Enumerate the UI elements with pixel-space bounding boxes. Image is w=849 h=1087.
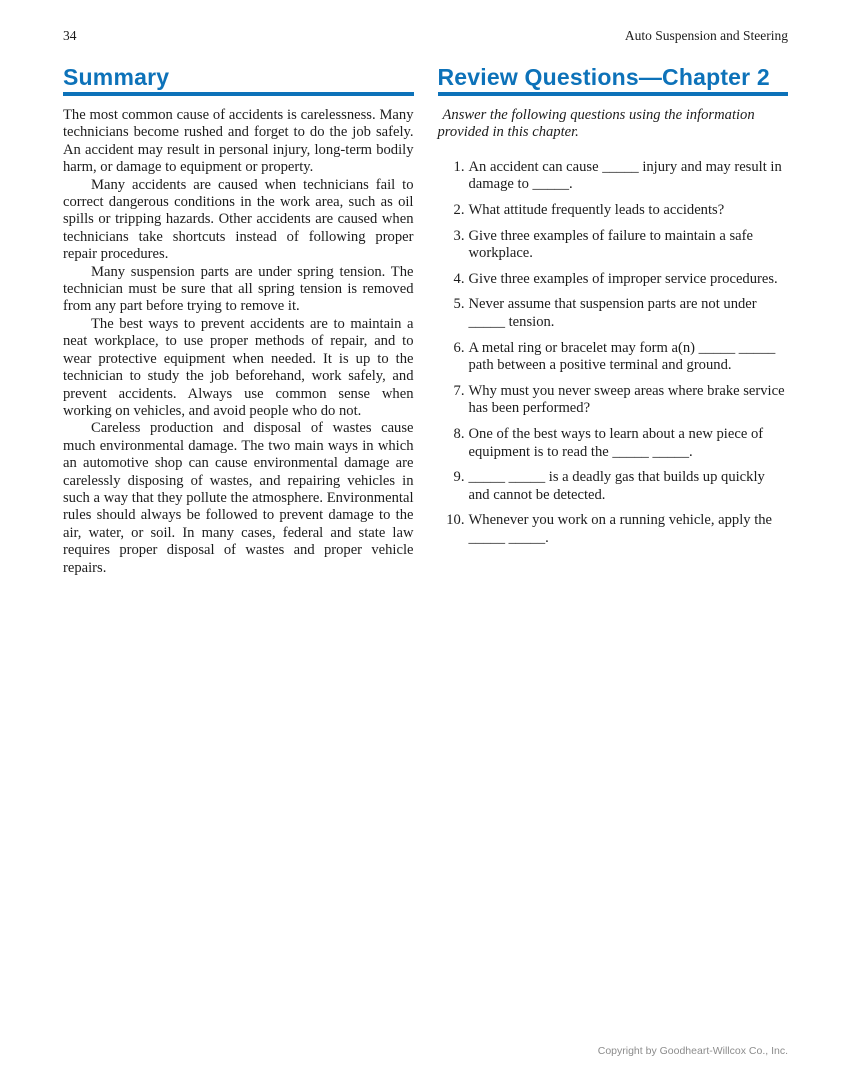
question-item: Give three examples of improper service procedures. — [468, 270, 778, 287]
summary-heading-rule — [63, 92, 414, 96]
running-head — [63, 28, 788, 43]
book-title: Auto Suspension and Steering — [624, 28, 788, 43]
summary-paragraph: The best ways to prevent accidents are to maintain a neat workplace, to use proper methods of repair, and to wear protective equipment when needed. It is up to the technician to study the job beforehand, work safely, and prevent accidents. Always use common sense when working on vehicles, and avoid people who do not. — [63, 315, 414, 419]
summary-paragraph: Many accidents are caused when technicians fail to correct dangerous conditions in the work area, such as oil spills or tripping hazards. Other accidents are caused when technicians take shortcuts instead of following proper repair procedures. — [63, 176, 414, 263]
summary-column — [63, 65, 414, 577]
question-item: Whenever you work on a running vehicle, apply the _____ _____. — [468, 512, 773, 546]
question-item: Give three examples of failure to maintain a safe workplace. — [468, 227, 753, 262]
question-item: Never assume that suspension parts are not under _____ tension. — [468, 296, 757, 330]
question-item: An accident can cause _____ injury and may result in damage to _____. — [468, 158, 782, 193]
summary-heading: Summary — [63, 64, 170, 90]
review-heading: Review Questions—Chapter 2 — [437, 64, 770, 90]
question-item: What attitude frequently leads to accidents? — [468, 202, 725, 218]
footer-copyright: Copyright by Goodheart-Willcox Co., Inc. — [597, 1045, 788, 1057]
summary-paragraph: Many suspension parts are under spring tension. The technician must be sure that all spring tension is removed from any part before trying to remove it. — [63, 263, 414, 315]
question-list — [438, 159, 789, 548]
question-item: One of the best ways to learn about a new piece of equipment is to read the _____ _____. — [468, 425, 764, 460]
summary-text — [63, 107, 414, 577]
review-heading-rule — [438, 92, 789, 96]
question-item: Why must you never sweep areas where brake service has been performed? — [468, 382, 785, 417]
page-number: 34 — [63, 28, 77, 43]
summary-paragraph: Careless production and disposal of wastes cause much environmental damage. The two main ways in which an automotive shop can cause environmental damage are carelessly disposing of wastes, and repairing vehicles in such a way that they pollute the atmosphere. Environmental rules should always be followed to prevent damage to the air, water, or soil. In many cases, federal and state law requires proper disposal of wastes and proper vehicle repairs. — [63, 420, 414, 576]
review-intro: Answer the following questions using the information provided in this chapter. — [437, 107, 755, 141]
two-column-layout — [63, 65, 788, 577]
summary-paragraph: The most common cause of accidents is carelessness. Many technicians become rushed and forget to do the job safely. An accident may result in personal injury, long-term bodily harm, or damage to equipment or property. — [63, 107, 414, 176]
question-item: _____ _____ is a deadly gas that builds up quickly and cannot be detected. — [468, 469, 765, 503]
review-column — [438, 65, 789, 577]
question-item: A metal ring or bracelet may form a(n) _____ _____ path between a positive terminal and ground. — [468, 339, 776, 374]
